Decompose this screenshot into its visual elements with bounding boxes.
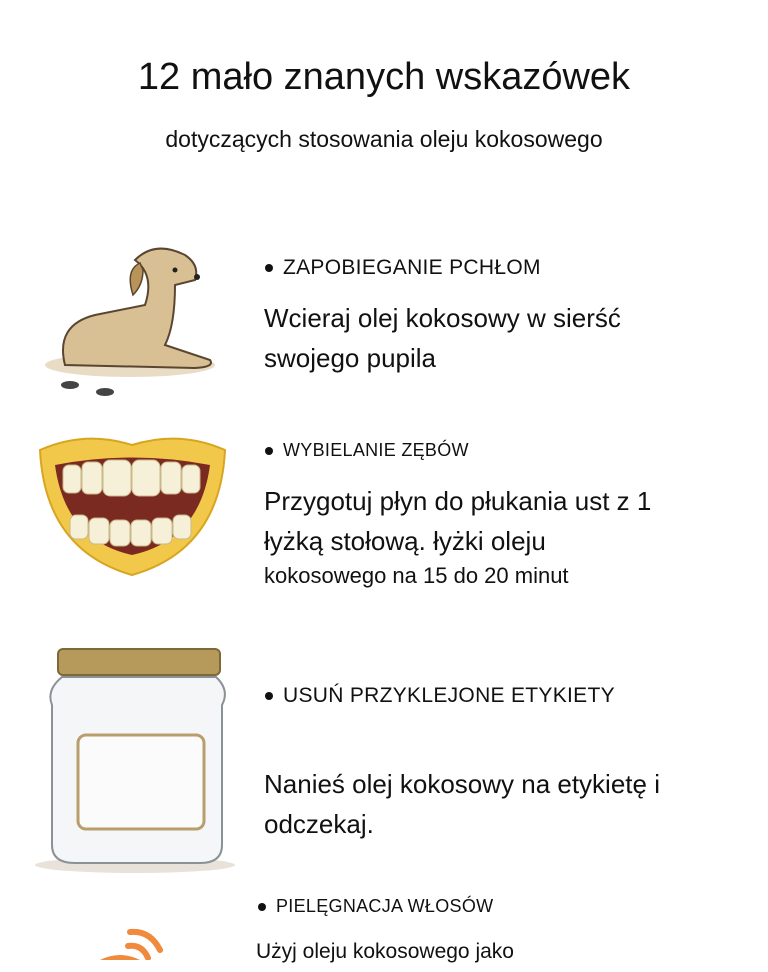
tip-heading: WYBIELANIE ZĘBÓW — [265, 440, 469, 461]
teeth-icon — [35, 430, 230, 585]
bullet-icon — [265, 447, 273, 455]
tip-heading: PIELĘGNACJA WŁOSÓW — [258, 896, 493, 917]
hair-icon — [100, 920, 180, 960]
tip-text: Nanieś olej kokosowy na etykietę i odczekaj. — [264, 769, 660, 839]
dog-icon — [25, 235, 225, 410]
bullet-icon — [265, 264, 273, 272]
tip-text: Przygotuj płyn do płukania ust z 1 łyżką stołową. łyżki oleju kokosowego na 15 do 20 minut — [264, 486, 652, 588]
tip-text: Użyj oleju kokosowego jako — [256, 940, 514, 963]
tip-heading: ZAPOBIEGANIE PCHŁOM — [265, 256, 541, 280]
tip-heading: USUŃ PRZYKLEJONE ETYKIETY — [265, 684, 615, 708]
tip-text: Wcieraj olej kokosowy w sierść swojego pupila — [264, 303, 621, 373]
bullet-icon — [258, 903, 266, 911]
page-subtitle: dotyczących stosowania oleju kokosowego — [165, 126, 603, 152]
jar-icon — [30, 645, 240, 875]
bullet-icon — [265, 692, 273, 700]
page-title: 12 mało znanych wskazówek — [137, 56, 631, 98]
